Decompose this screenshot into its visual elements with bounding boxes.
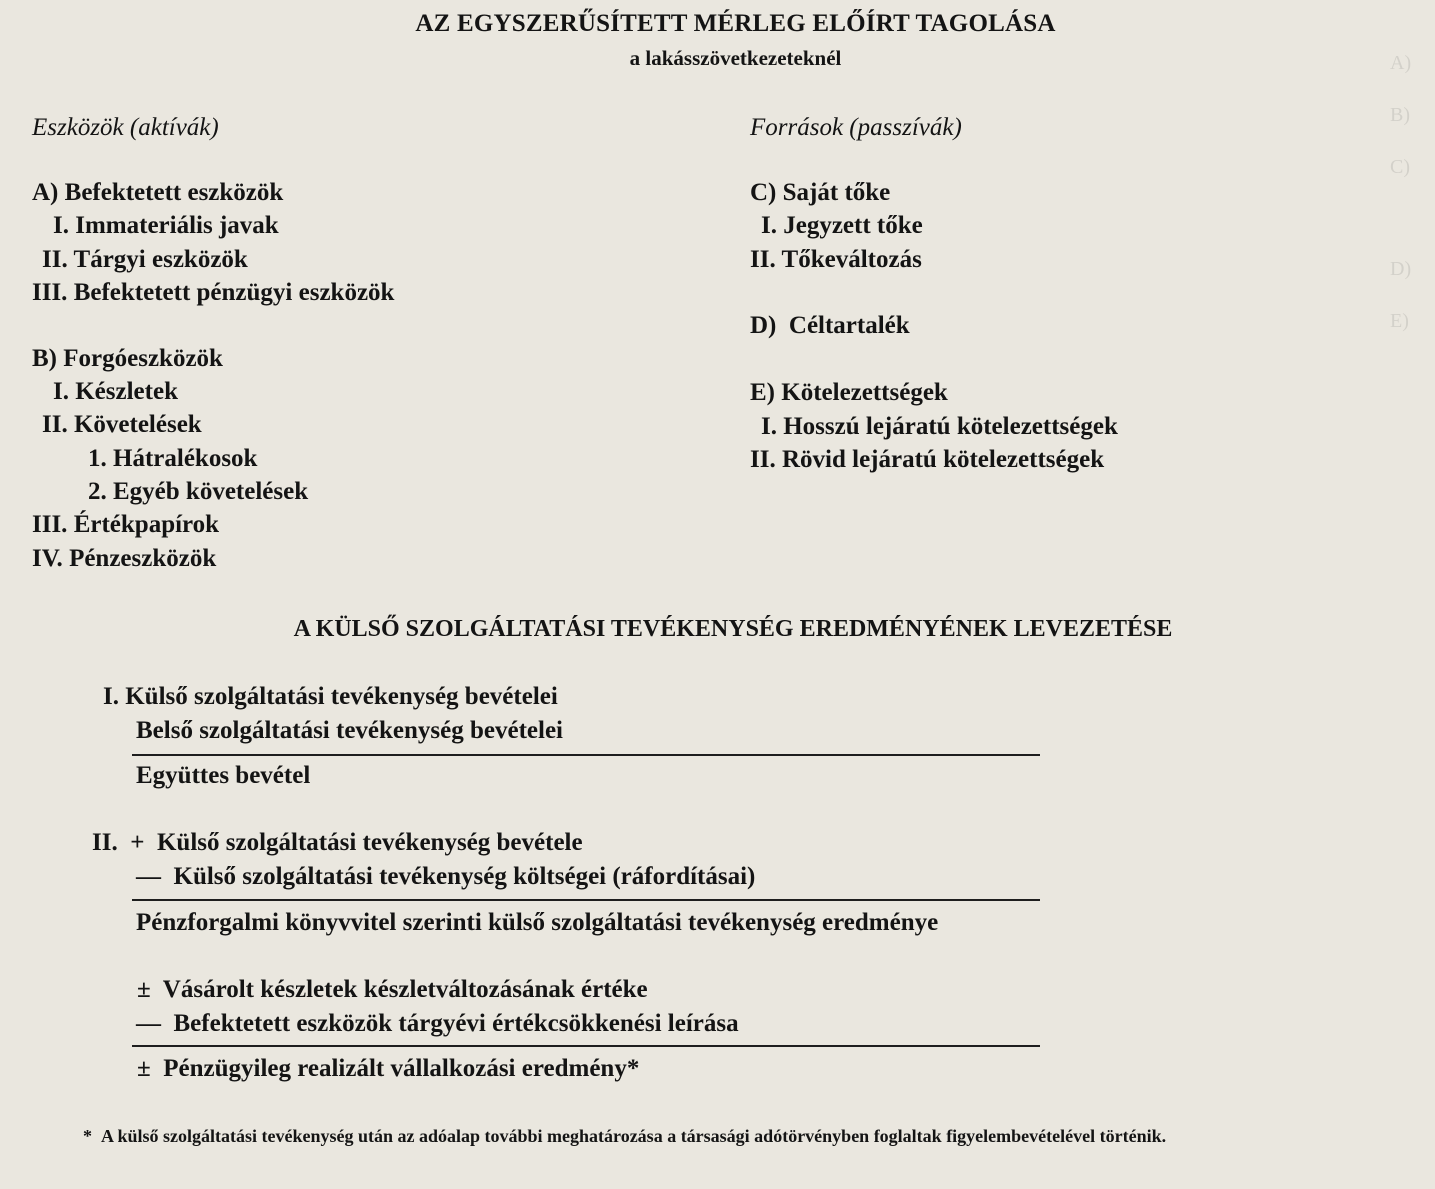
- show-through-text: E): [1390, 310, 1409, 332]
- result-total: Együttes bevétel: [136, 762, 311, 789]
- asset-item: 2. Egyéb követelések: [88, 478, 309, 505]
- liability-item: D) Céltartalék: [750, 312, 910, 339]
- asset-item: A) Befektetett eszközök: [32, 179, 284, 206]
- balance-title: AZ EGYSZERŰSÍTETT MÉRLEG ELŐÍRT TAGOLÁSA: [415, 10, 1056, 37]
- liability-item: II. Tőkeváltozás: [750, 246, 922, 273]
- liability-item: I. Jegyzett tőke: [761, 212, 923, 239]
- result-line: I. Külső szolgáltatási tevékenység bevételei: [103, 683, 558, 710]
- liability-item: II. Rövid lejáratú kötelezettségek: [750, 446, 1105, 473]
- result-line: II. + Külső szolgáltatási tevékenység bevétele: [92, 829, 583, 856]
- result-line: Belső szolgáltatási tevékenység bevételei: [136, 717, 563, 744]
- sum-rule: [132, 754, 1040, 756]
- assets-heading: Eszközök (aktívák): [32, 114, 219, 141]
- asset-item: I. Készletek: [53, 378, 178, 405]
- result-total: Pénzforgalmi könyvvitel szerinti külső szolgáltatási tevékenység eredménye: [136, 909, 939, 936]
- results-title: A KÜLSŐ SZOLGÁLTATÁSI TEVÉKENYSÉG EREDMÉNYÉNEK LEVEZETÉSE: [293, 616, 1173, 642]
- result-line: — Külső szolgáltatási tevékenység költségei (ráfordításai): [136, 863, 756, 890]
- liability-item: I. Hosszú lejáratú kötelezettségek: [761, 413, 1118, 440]
- liability-item: C) Saját tőke: [750, 179, 891, 206]
- asset-item: III. Értékpapírok: [32, 511, 220, 538]
- asset-item: II. Követelések: [42, 411, 202, 438]
- asset-item: B) Forgóeszközök: [32, 345, 223, 372]
- show-through-text: A): [1390, 52, 1412, 74]
- balance-subtitle: a lakásszövetkezeteknél: [629, 46, 842, 70]
- result-line: ± Vásárolt készletek készletváltozásának értéke: [137, 976, 648, 1003]
- result-total: ± Pénzügyileg realizált vállalkozási eredmény*: [137, 1055, 640, 1082]
- asset-item: II. Tárgyi eszközök: [42, 246, 248, 273]
- asset-item: I. Immateriális javak: [53, 212, 279, 239]
- sum-rule: [132, 1045, 1040, 1047]
- show-through-text: C): [1390, 156, 1410, 178]
- liability-item: E) Kötelezettségek: [750, 379, 948, 406]
- footnote: * A külső szolgáltatási tevékenység után az adóalap további meghatározása a társasági adótörvényben foglaltak figyelembevételével történik.: [83, 1126, 1167, 1146]
- asset-item: III. Befektetett pénzügyi eszközök: [32, 279, 395, 306]
- show-through-text: B): [1390, 104, 1410, 126]
- asset-item: IV. Pénzeszközök: [32, 545, 217, 572]
- result-line: — Befektetett eszközök tárgyévi értékcsökkenési leírása: [136, 1010, 739, 1037]
- sum-rule: [132, 899, 1040, 901]
- asset-item: 1. Hátralékosok: [88, 445, 258, 472]
- liabilities-heading: Források (passzívák): [750, 114, 962, 141]
- show-through-text: D): [1390, 258, 1412, 280]
